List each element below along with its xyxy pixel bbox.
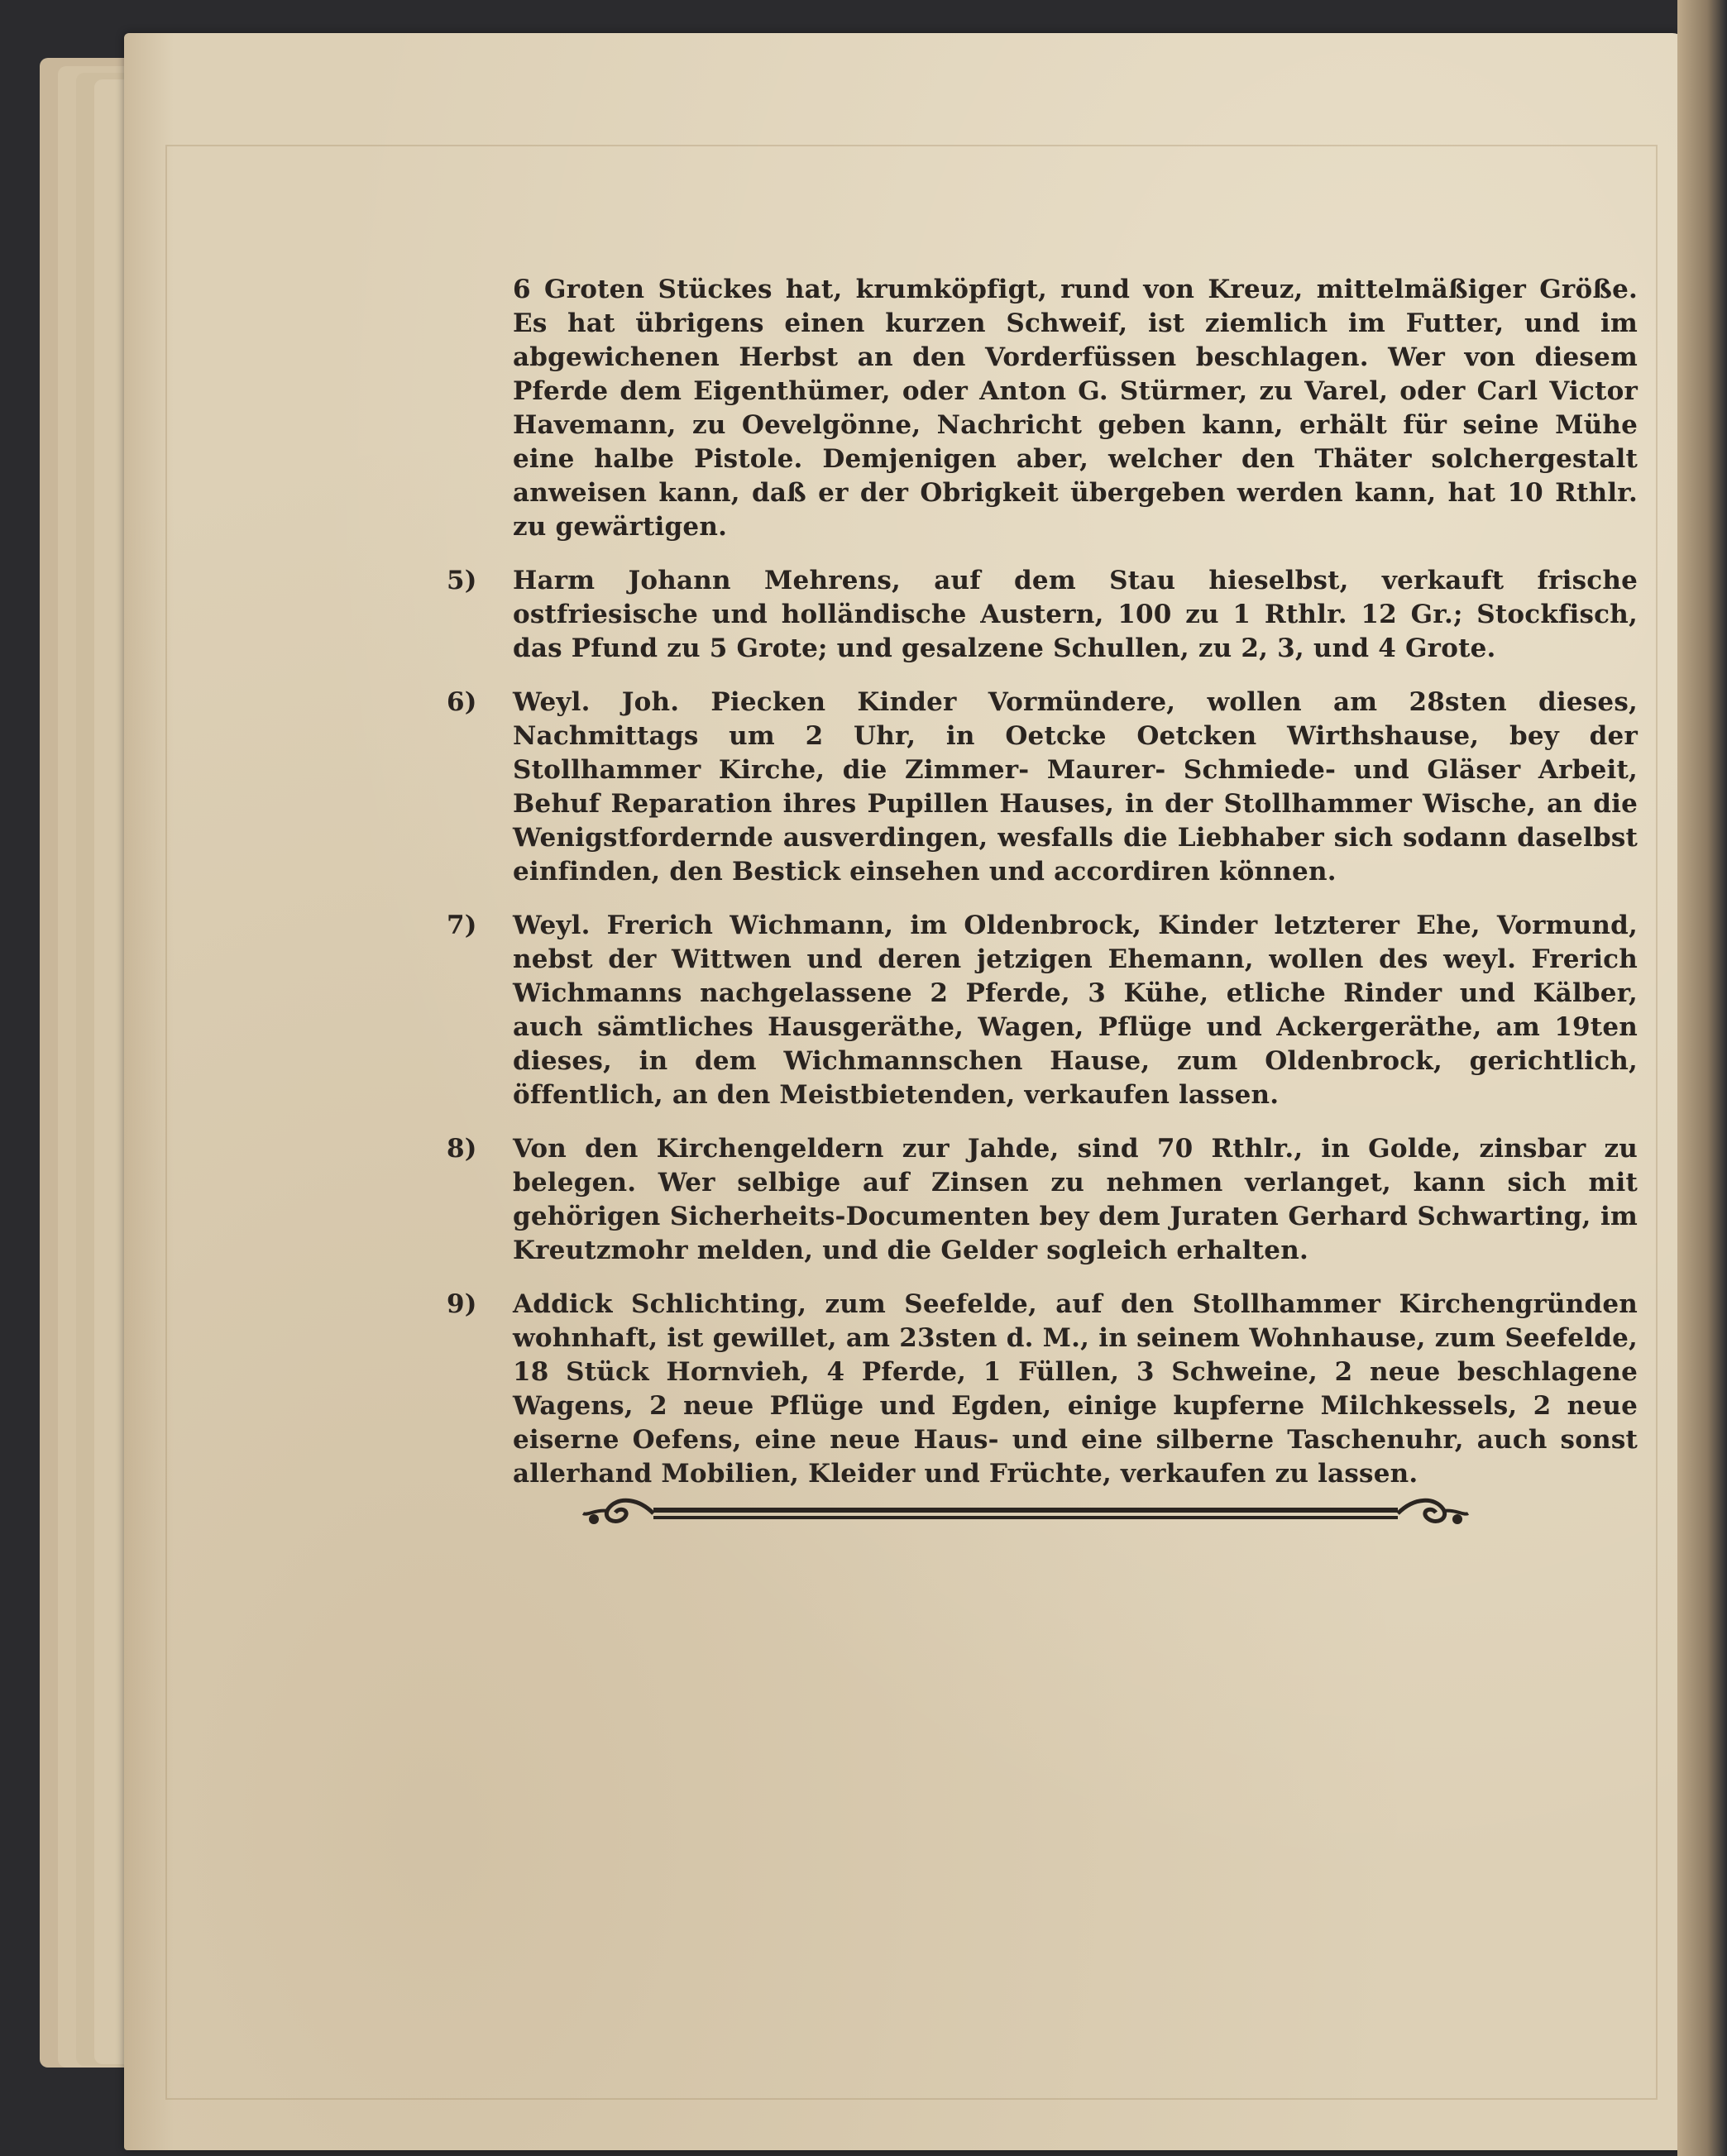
entry-number: 8) (447, 1134, 477, 1164)
entry-number: 7) (447, 911, 477, 940)
entry-number: 9) (447, 1289, 477, 1319)
entry-text: Weyl. Joh. Piecken Kinder Vormündere, wollen am 28sten dieses, Nachmittags um 2 Uhr, in Oetcke Oetcken Wirthshause, bey der Stollhammer Kirche, die Zimmer- Maurer- Schmiede- und Gläser Arbeit, Behuf Reparation ihres Pupillen Hauses, in der Stollhammer Wische, an die Wenigstfordernde ausverdingen, wesfalls die Liebhaber sich sodann daselbst einfinden, den Bestick einsehen und accordiren können. (513, 687, 1638, 887)
text-column (447, 273, 1638, 1491)
entry-text: Weyl. Frerich Wichmann, im Oldenbrock, Kinder letzterer Ehe, Vormund, nebst der Wittwen und deren jetzigen Ehemann, wollen des weyl. Frerich Wichmanns nachgelassene 2 Pferde, 3 Kühe, etliche Rinder und Kälber, auch sämtliches Hausgeräthe, Wagen, Pflüge und Ackergeräthe, am 19ten dieses, in dem Wichmannschen Hause, zum Oldenbrock, gerichtlich, öffentlich, an den Meistbietenden, verkaufen lassen. (513, 911, 1638, 1110)
ornamental-rule-icon (579, 1493, 1472, 1534)
entry-8 (447, 1132, 1638, 1268)
entry-text: Addick Schlichting, zum Seefelde, auf den Stollhammer Kirchengründen wohnhaft, ist gewillet, am 23sten d. M., in seinem Wohnhause, zum Seefelde, 18 Stück Hornvieh, 4 Pferde, 1 Füllen, 3 Schweine, 2 neue beschlagene Wagens, 2 neue Pflüge und Egden, einige kupferne Milchkessels, 2 neue eiserne Oefens, eine neue Haus- und eine silberne Taschenuhr, auch sonst allerhand Mobilien, Kleider und Früchte, verkaufen zu lassen. (513, 1289, 1638, 1489)
entry-text: Von den Kirchengeldern zur Jahde, sind 70 Rthlr., in Golde, zinsbar zu belegen. Wer selbige auf Zinsen zu nehmen verlanget, kann sich mit gehörigen Sicherheits-Documenten bey dem Juraten Gerhard Schwarting, im Kreutzmohr melden, und die Gelder sogleich erhalten. (513, 1134, 1638, 1265)
entry-number: 5) (447, 566, 477, 595)
entry-6 (447, 686, 1638, 889)
continuation-paragraph: 6 Groten Stückes hat, krumköpfigt, rund von Kreuz, mittelmäßiger Größe. Es hat übrigens einen kurzen Schweif, ist ziemlich im Futter, und im abgewichenen Herbst an den Vorderfüssen beschlagen. Wer von diesem Pferde dem Eigenthümer, oder Anton G. Stürmer, zu Varel, oder Carl Victor Havemann, zu Oevelgönne, Nachricht geben kann, erhält für seine Mühe eine halbe Pistole. Demjenigen aber, welcher den Thäter solchergestalt anweisen kann, daß er der Obrigkeit übergeben werden kann, hat 10 Rthlr. zu gewärtigen. (513, 275, 1638, 542)
entry-5 (447, 564, 1638, 666)
next-page-edge (1677, 0, 1727, 2156)
entry-9 (447, 1288, 1638, 1491)
entry-text: Harm Johann Mehrens, auf dem Stau hieselbst, verkauft frische ostfriesische und holländische Austern, 100 zu 1 Rthlr. 12 Gr.; Stockfisch, das Pfund zu 5 Grote; und gesalzene Schullen, zu 2, 3, und 4 Grote. (513, 566, 1638, 663)
entry-7 (447, 909, 1638, 1112)
entry-number: 6) (447, 687, 477, 717)
